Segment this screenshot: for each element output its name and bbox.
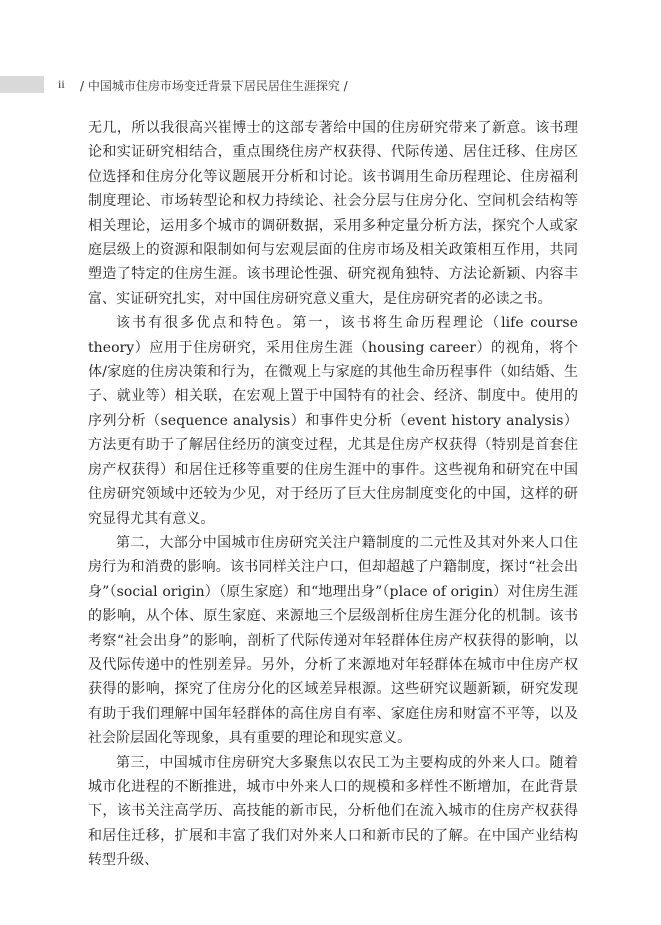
paragraph-3: 第二，大部分中国城市住房研究关注户籍制度的二元性及其对外来人口住房行为和消费的影响。该书同样关注户口，但却超越了户籍制度，探讨“社会出身”（social origin）（原生家庭）和“地理出身”（place of origin）对住房生涯的影响，从个体、原生家庭、来源地三个层级剖析住房生涯分化的机制。该书考察“社会出身”的影响，剖析了代际传递对年轻群体住房产权获得的影响，以及代际传递中的性别差异。另外，分析了来源地对年轻群体在城市中住房产权获得的影响，探究了住房分化的区域差异根源。这些研究议题新颖，研究发现有助于我们理解中国年轻群体的高住房自有率、家庭住房和财富不平等，以及社会阶层固化等现象，具有重要的理论和现实意义。: [88, 534, 578, 747]
paragraph-4: 第三，中国城市住房研究大多聚焦以农民工为主要构成的外来人口。随着城市化进程的不断推进，城市中外来人口的规模和多样性不断增加，在此背景下，该书关注高学历、高技能的新市民，分析他们在流入城市的住房产权获得和居住迁移，扩展和丰富了我们对外来人口和新市民的了解。在中国产业结构转型升级、: [88, 754, 578, 869]
running-title: / 中国城市住房市场变迁背景下居民居住生涯探究 /: [80, 79, 348, 93]
body-text: [88, 116, 578, 873]
header-gray-bar: [0, 76, 44, 93]
paragraph-1: 无几，所以我很高兴崔博士的这部专著给中国的住房研究带来了新意。该书理论和实证研究相结合，重点围绕住房产权获得、代际传递、居住迁移、住房区位选择和住房分化等议题展开分析和讨论。该书调用生命历程理论、住房福利制度理论、市场转型论和权力持续论、社会分层与住房分化、空间机会结构等相关理论，运用多个城市的调研数据，采用多种定量分析方法，探究个人或家庭层级上的资源和限制如何与宏观层面的住房市场及相关政策相互作用，共同塑造了特定的住房生涯。该书理论性强、研究视角独特、方法论新颖、内容丰富、实证研究扎实，对中国住房研究意义重大，是住房研究者的必读之书。: [88, 120, 578, 307]
page-number: ii: [58, 77, 65, 91]
paragraph-2: 该书有很多优点和特色。第一，该书将生命历程理论（life course theory）应用于住房研究，采用住房生涯（housing career）的视角，将个体/家庭的住房决策和行为，在微观上与家庭的其他生命历程事件（如结婚、生子、就业等）相关联，在宏观上置于中国特有的社会、经济、制度中。使用的序列分析（sequence analysis）和事件史分析（event history analysis）方法更有助于了解居住经历的演变过程，尤其是住房产权获得（特别是首套住房产权获得）和居住迁移等重要的住房生涯中的事件。这些视角和研究在中国住房研究领域中还较为少见，对于经历了巨大住房制度变化的中国，这样的研究显得尤其有意义。: [88, 315, 578, 527]
